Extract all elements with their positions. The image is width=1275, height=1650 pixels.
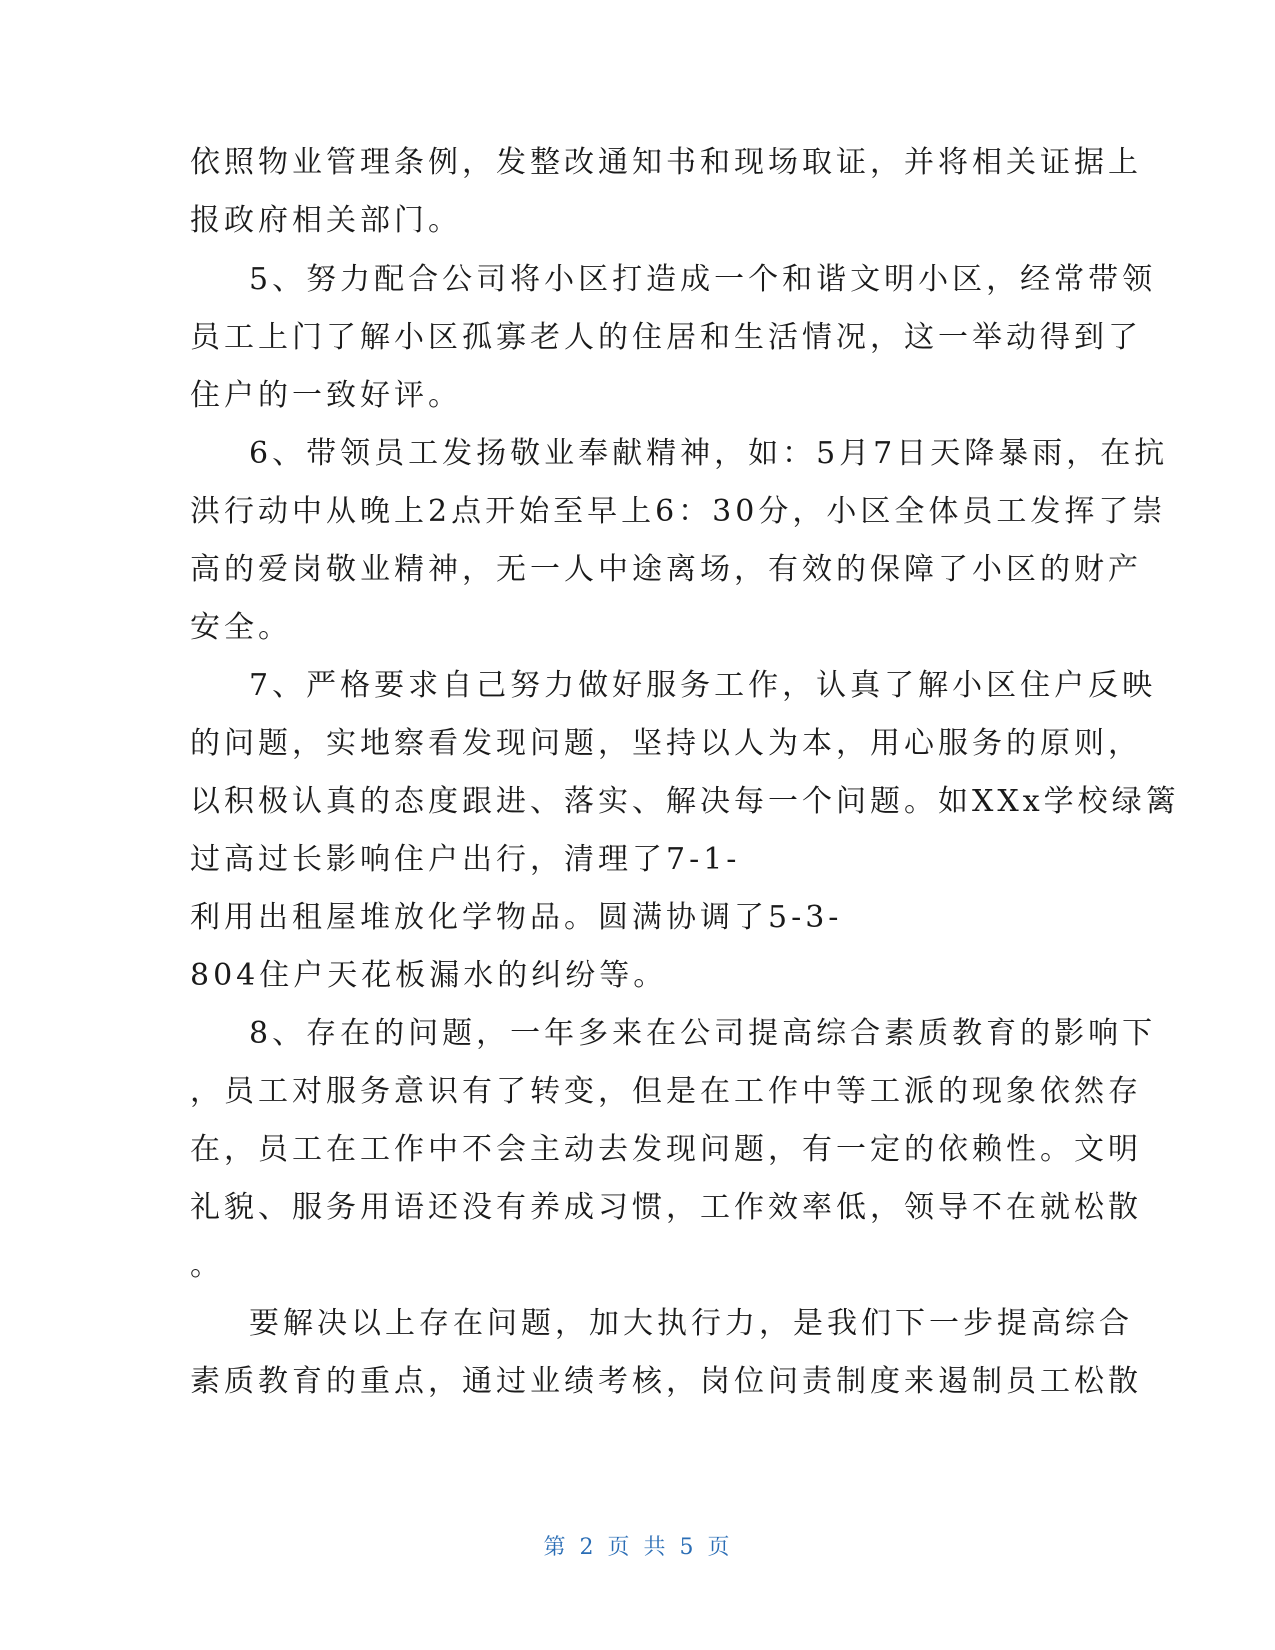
- footer-prefix: 第: [543, 1535, 568, 1560]
- text-line: 依照物业管理条例，发整改通知书和现场取证，并将相关证据上: [190, 145, 1142, 180]
- text-line: 安全。: [190, 610, 292, 645]
- text-line: 住户的一致好评。: [190, 378, 462, 413]
- text-line: 以积极认真的态度跟进、落实、解决每一个问题。如XXx学校绿篱: [190, 784, 1180, 819]
- text-line: 过高过长影响住户出行，清理了7-1-: [190, 842, 741, 877]
- text-line: 礼貌、服务用语还没有养成习惯，工作效率低，领导不在就松散: [190, 1190, 1142, 1225]
- text-line: 利用出租屋堆放化学物品。圆满协调了5-3-: [190, 900, 843, 935]
- footer-suffix: 页: [707, 1535, 732, 1560]
- text-line: 高的爱岗敬业精神，无一人中途离场，有效的保障了小区的财产: [190, 552, 1142, 587]
- text-line: 在，员工在工作中不会主动去发现问题，有一定的依赖性。文明: [190, 1132, 1142, 1167]
- text-line: 6、带领员工发扬敬业奉献精神，如：5月7日天降暴雨，在抗: [249, 436, 1169, 471]
- text-line: 804住户天花板漏水的纠纷等。: [190, 958, 668, 993]
- text-line: ，员工对服务意识有了转变，但是在工作中等工派的现象依然存: [190, 1074, 1142, 1109]
- page-footer: [0, 1530, 1275, 1561]
- text-line: 洪行动中从晚上2点开始至早上6：30分，小区全体员工发挥了崇: [190, 494, 1167, 529]
- text-line: 7、严格要求自己努力做好服务工作，认真了解小区住户反映: [249, 668, 1157, 703]
- text-line: 报政府相关部门。: [190, 203, 462, 238]
- text-line: 的问题，实地察看发现问题，坚持以人为本，用心服务的原则，: [190, 726, 1142, 761]
- text-line: 素质教育的重点，通过业绩考核，岗位问责制度来遏制员工松散: [190, 1364, 1142, 1399]
- current-page-number: 2: [579, 1535, 596, 1560]
- total-page-number: 5: [679, 1535, 696, 1560]
- footer-total-word: 共: [643, 1535, 668, 1560]
- text-line: 5、努力配合公司将小区打造成一个和谐文明小区，经常带领: [249, 262, 1157, 297]
- text-line: 要解决以上存在问题，加大执行力，是我们下一步提高综合: [249, 1306, 1133, 1341]
- text-line: 。: [190, 1248, 224, 1283]
- text-line: 员工上门了解小区孤寡老人的住居和生活情况，这一举动得到了: [190, 320, 1142, 355]
- footer-page-word: 页: [607, 1535, 632, 1560]
- text-line: 8、存在的问题，一年多来在公司提高综合素质教育的影响下: [249, 1016, 1157, 1051]
